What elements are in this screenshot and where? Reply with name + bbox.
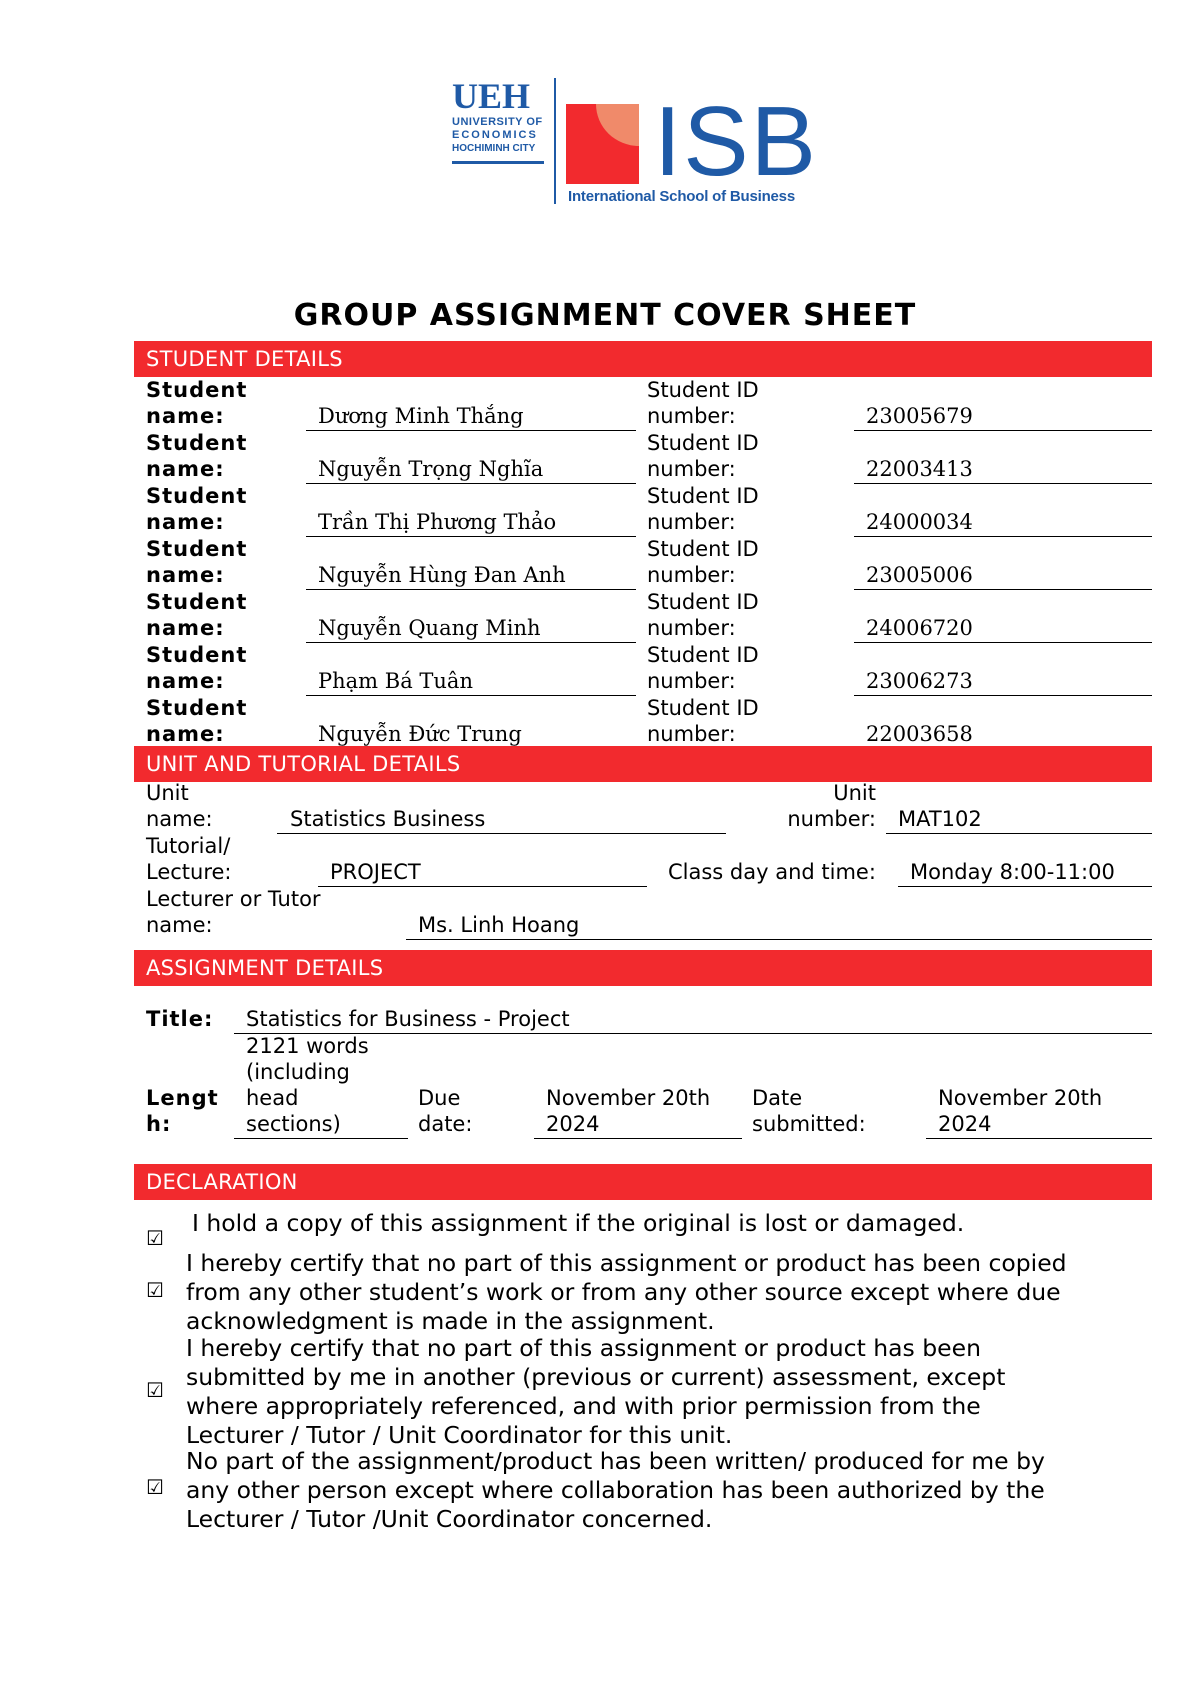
student-id-line bbox=[854, 589, 1152, 590]
unit-name-label: Unit name: bbox=[146, 781, 213, 831]
student-id-value[interactable]: 23006273 bbox=[866, 669, 973, 693]
ueh-underline bbox=[452, 161, 544, 164]
ueh-logo bbox=[452, 78, 547, 164]
ueh-line3: HOCHIMINH CITY bbox=[452, 143, 536, 154]
logo bbox=[440, 70, 820, 210]
student-id-label: Student ID number: bbox=[647, 431, 759, 481]
unit-number-line bbox=[886, 833, 1152, 834]
student-name-line bbox=[306, 483, 636, 484]
student-id-label: Student ID number: bbox=[647, 643, 759, 693]
assignment-details-header: ASSIGNMENT DETAILS bbox=[134, 950, 1152, 986]
unit-name-value[interactable]: Statistics Business bbox=[290, 807, 486, 831]
ueh-abbr: UEH bbox=[452, 76, 531, 116]
declaration-item-2: I hereby certify that no part of this assignment or product has been copied from any other student’s work or from any other source except where due acknowledgment is made in the assignment. bbox=[186, 1249, 1067, 1335]
unit-details-header: UNIT AND TUTORIAL DETAILS bbox=[134, 746, 1152, 782]
student-name-label: Student name: bbox=[146, 643, 248, 693]
student-name-line bbox=[306, 536, 636, 537]
isb-mark-icon bbox=[566, 104, 651, 186]
student-name-value[interactable]: Dương Minh Thắng bbox=[318, 404, 524, 428]
declaration-check-4[interactable]: ☑ bbox=[146, 1475, 164, 1499]
declaration-check-1[interactable]: ☑ bbox=[146, 1226, 164, 1250]
tutorial-label: Tutorial/ Lecture: bbox=[146, 834, 232, 884]
lecturer-value[interactable]: Ms. Linh Hoang bbox=[418, 913, 580, 937]
student-name-value[interactable]: Nguyễn Hùng Đan Anh bbox=[318, 563, 566, 587]
title-value[interactable]: Statistics for Business - Project bbox=[246, 1007, 570, 1031]
due-date-value[interactable]: November 20th 2024 bbox=[546, 1086, 711, 1136]
student-id-label: Student ID number: bbox=[647, 537, 759, 587]
student-name-label: Student name: bbox=[146, 537, 248, 587]
length-label: Lengt h: bbox=[146, 1086, 219, 1136]
date-submitted-label: Date submitted: bbox=[752, 1086, 866, 1136]
length-value[interactable]: 2121 words (including head sections) bbox=[246, 1034, 369, 1136]
declaration-item-4: No part of the assignment/product has been written/ produced for me by any other person except where collaboration has been authorized by the Lecturer / Tutor /Unit Coordinator concerned. bbox=[186, 1447, 1045, 1533]
declaration-header: DECLARATION bbox=[134, 1164, 1152, 1200]
student-name-value[interactable]: Phạm Bá Tuân bbox=[318, 669, 473, 693]
student-id-line bbox=[854, 642, 1152, 643]
lecturer-line bbox=[406, 939, 1152, 940]
student-details-header: STUDENT DETAILS bbox=[134, 341, 1152, 377]
student-name-label: Student name: bbox=[146, 431, 248, 481]
student-name-line bbox=[306, 430, 636, 431]
student-name-label: Student name: bbox=[146, 590, 248, 640]
student-name-line bbox=[306, 642, 636, 643]
student-id-label: Student ID number: bbox=[647, 378, 759, 428]
page-title: GROUP ASSIGNMENT COVER SHEET bbox=[293, 298, 917, 333]
student-id-label: Student ID number: bbox=[647, 696, 759, 746]
student-name-label: Student name: bbox=[146, 378, 248, 428]
student-name-label: Student name: bbox=[146, 696, 248, 746]
student-name-value[interactable]: Nguyễn Đức Trung bbox=[318, 722, 522, 746]
due-date-line bbox=[534, 1138, 742, 1139]
title-label: Title: bbox=[146, 1007, 214, 1031]
student-name-value[interactable]: Nguyễn Trọng Nghĩa bbox=[318, 457, 544, 481]
student-id-value[interactable]: 24006720 bbox=[866, 616, 973, 640]
student-name-value[interactable]: Trần Thị Phương Thảo bbox=[318, 510, 557, 534]
student-name-label: Student name: bbox=[146, 484, 248, 534]
student-id-label: Student ID number: bbox=[647, 590, 759, 640]
ueh-line1: UNIVERSITY OF bbox=[452, 116, 543, 128]
unit-number-value[interactable]: MAT102 bbox=[898, 807, 982, 831]
ueh-line2: ECONOMICS bbox=[452, 129, 538, 141]
student-name-line bbox=[306, 695, 636, 696]
student-id-value[interactable]: 22003658 bbox=[866, 722, 973, 746]
unit-number-label: Unit number: bbox=[787, 781, 876, 831]
declaration-check-3[interactable]: ☑ bbox=[146, 1378, 164, 1402]
student-name-value[interactable]: Nguyễn Quang Minh bbox=[318, 616, 541, 640]
student-id-line bbox=[854, 695, 1152, 696]
length-line bbox=[234, 1138, 408, 1139]
student-id-value[interactable]: 24000034 bbox=[866, 510, 973, 534]
lecturer-label: Lecturer or Tutor name: bbox=[146, 887, 321, 937]
tutorial-line bbox=[318, 886, 647, 887]
unit-name-line bbox=[277, 833, 726, 834]
logo-divider bbox=[554, 78, 556, 204]
student-id-line bbox=[854, 536, 1152, 537]
date-submitted-line bbox=[926, 1138, 1152, 1139]
student-id-label: Student ID number: bbox=[647, 484, 759, 534]
declaration-item-3: I hereby certify that no part of this assignment or product has been submitted by me in another (previous or current) assessment, except where appropriately referenced, and with prior permission from the Lecturer / Tutor / Unit Coordinator for this unit. bbox=[186, 1334, 1006, 1449]
student-name-line bbox=[306, 589, 636, 590]
due-date-label: Due date: bbox=[418, 1086, 473, 1136]
student-id-value[interactable]: 23005006 bbox=[866, 563, 973, 587]
student-id-line bbox=[854, 483, 1152, 484]
tutorial-value[interactable]: PROJECT bbox=[330, 860, 421, 884]
declaration-item-1: I hold a copy of this assignment if the original is lost or damaged. bbox=[192, 1209, 965, 1237]
isb-abbr: ISB bbox=[654, 86, 818, 196]
date-submitted-value[interactable]: November 20th 2024 bbox=[938, 1086, 1103, 1136]
student-id-value[interactable]: 23005679 bbox=[866, 404, 973, 428]
isb-full: International School of Business bbox=[568, 188, 795, 205]
class-time-value[interactable]: Monday 8:00-11:00 bbox=[910, 860, 1115, 884]
declaration-check-2[interactable]: ☑ bbox=[146, 1278, 164, 1302]
title-line bbox=[234, 1033, 1152, 1034]
class-time-label: Class day and time: bbox=[668, 860, 876, 884]
class-time-line bbox=[898, 886, 1152, 887]
student-id-value[interactable]: 22003413 bbox=[866, 457, 973, 481]
student-id-line bbox=[854, 430, 1152, 431]
